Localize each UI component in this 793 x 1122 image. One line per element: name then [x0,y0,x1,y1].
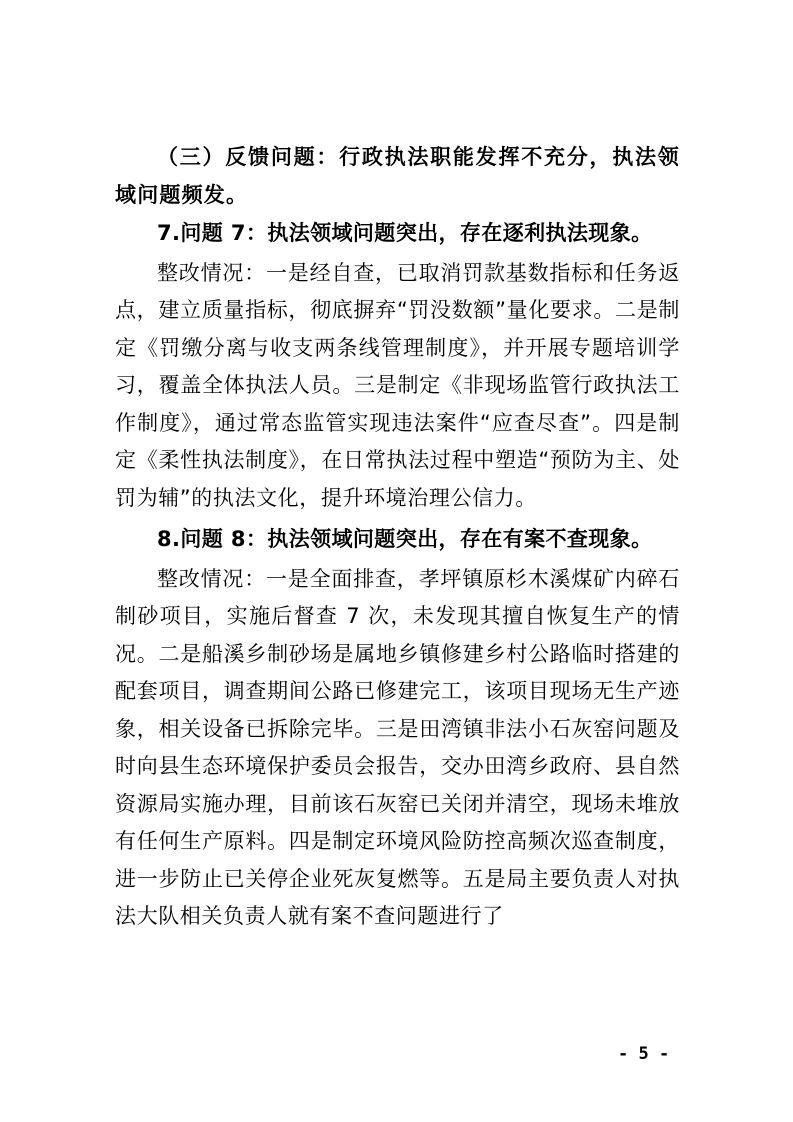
item-7-title: 7.问题 7：执法领域问题突出，存在逐利执法现象。 [157,221,653,245]
item-8-title: 8.问题 8：执法领域问题突出，存在有案不查现象。 [157,527,653,551]
page-number: - 5 - [618,1044,670,1064]
section-heading: （三）反馈问题：行政执法职能发挥不充分，执法领域问题频发。 [115,144,680,207]
item-8-rectification: 整改情况：一是全面排查，孝坪镇原杉木溪煤矿内碎石制砂项目，实施后督查 7 次，未发现其擅自恢复生产的情况。二是船溪乡制砂场是属地乡镇修建乡村公路临时搭建的配套项目，调查期间公路已修建完工，该项目现场无生产迹象，相关设备已拆除完毕。三是田湾镇非法小石灰窑问题及时向县生态环境保护委员会报告，交办田湾乡政府、县自然资源局实施办理，目前该石灰窑已关闭并清空，现场未堆放有任何生产原料。四是制定环境风险防控高频次巡查制度，进一步防止已关停企业死灰复燃等。五是局主要负责人对执法大队相关负责人就有案不查问题进行了 [115,566,680,928]
item-7-rectification: 整改情况：一是经自查，已取消罚款基数指标和任务返点，建立质量指标，彻底摒弃“罚没数额”量化要求。二是制定《罚缴分离与收支两条线管理制度》，并开展专题培训学习，覆盖全体执法人员。三是制定《非现场监管行政执法工作制度》，通过常态监管实现违法案件“应查尽查”。四是制定《柔性执法制度》，在日常执法过程中塑造“预防为主、处罚为辅”的执法文化，提升环境治理公信力。 [115,260,680,510]
document-body [115,138,680,936]
